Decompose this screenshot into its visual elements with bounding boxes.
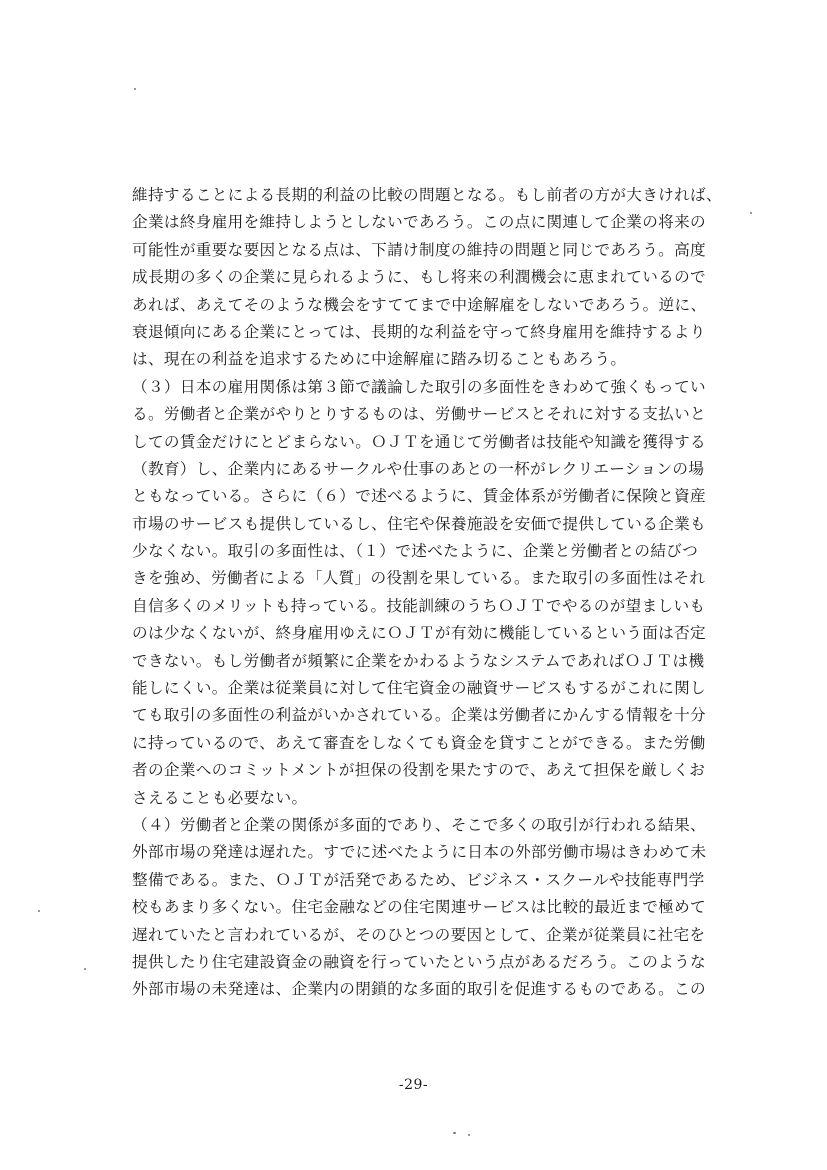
body-text <box>132 182 732 1004</box>
text-line: できない。もし労働者が頻繁に企業をかわるようなシステムであればＯＪＴは機 <box>132 651 705 670</box>
text-line: 少なくない。取引の多面性は、（１）で述べたように、企業と労働者との結びつ <box>132 542 699 561</box>
text-line: ともなっている。さらに（６）で述べるように、賃金体系が労働者に保険と資産 <box>132 487 706 506</box>
text-line: （４）労働者と企業の関係が多面的であり、そこで多くの取引が行われる結果、 <box>132 815 706 834</box>
text-line: 可能性が重要な要因となる点は、下請け制度の維持の問題と同じであろう。高度 <box>132 240 706 259</box>
scan-speck <box>84 968 86 970</box>
text-line: 遅れていたと言われているが、そのひとつの要因として、企業が従業員に社宅を <box>132 925 706 944</box>
text-line: 外部市場の発達は遅れた。すでに述べたように日本の外部労働市場はきわめて未 <box>132 843 707 862</box>
scan-speck <box>134 88 136 90</box>
text-line: 企業は終身雇用を維持しようとしないであろう。この点に関連して企業の将来の <box>132 213 706 232</box>
text-line: 衰退傾向にある企業にとっては、長期的な利益を守って終身雇用を維持するより <box>132 322 706 341</box>
text-line: 市場のサービスも提供しているし、住宅や保養施設を安価で提供している企業も <box>132 514 706 533</box>
text-line: のは少なくないが、終身雇用ゆえにＯＪＴが有効に機能しているという面は否定 <box>132 624 706 643</box>
text-line: あれば、あえてそのような機会をすててまで中途解雇をしないであろう。逆に、 <box>132 295 707 314</box>
text-line: 成長期の多くの企業に見られるように、もし将来の利潤機会に恵まれているので <box>132 268 706 287</box>
page-number: -29- <box>398 1077 429 1093</box>
text-line: に持っているので、あえて審査をしなくても資金を貸すことができる。また労働 <box>132 733 706 752</box>
text-line: ても取引の多面性の利益がいかされている。企業は労働者にかんする情報を十分 <box>132 706 706 725</box>
text-line: さえることも必要ない。 <box>132 788 308 807</box>
text-line: （教育）し、企業内にあるサークルや仕事のあとの一杯がレクリエーションの場 <box>132 459 705 478</box>
text-line: 提供したり住宅建設資金の融資を行っていたという点があるだろう。このような <box>132 952 706 971</box>
text-line: 校もあまり多くない。住宅金融などの住宅関連サービスは比較的最近まで極めて <box>132 898 706 917</box>
scan-speck <box>750 212 752 214</box>
text-line: 自信多くのメリットも持っている。技能訓練のうちＯＪＴでやるのが望ましいも <box>132 596 706 615</box>
text-line: は、現在の利益を追求するために中途解雇に踏み切ることもあろう。 <box>132 350 627 369</box>
text-line: 外部市場の未発達は、企業内の閉鎖的な多面的取引を促進するものである。この <box>132 980 706 999</box>
text-line: しての賃金だけにとどまらない。ＯＪＴを通じて労働者は技能や知識を獲得する <box>132 432 706 451</box>
text-line: る。労働者と企業がやりとりするものは、労働サービスとそれに対する支払いと <box>132 405 706 424</box>
scan-speck <box>38 910 40 912</box>
text-line: （３）日本の雇用関係は第３節で議論した取引の多面性をきわめて強くもってい <box>132 377 706 396</box>
text-line: きを強め、労働者による「人質」の役割を果している。また取引の多面性はそれ <box>132 569 706 588</box>
scan-speck <box>468 1134 470 1136</box>
scan-speck <box>453 1132 456 1134</box>
text-line: 維持することによる長期的利益の比較の問題となる。もし前者の方が大きければ、 <box>132 186 722 204</box>
text-line: 者の企業へのコミットメントが担保の役割を果たすので、あえて担保を厳しくお <box>132 761 706 780</box>
text-line: 整備である。また、ＯＪＴが活発であるため、ビジネス・スクールや技能専門学 <box>132 870 705 889</box>
text-line: 能しにくい。企業は従業員に対して住宅資金の融資サービスもするがこれに関し <box>132 679 706 698</box>
